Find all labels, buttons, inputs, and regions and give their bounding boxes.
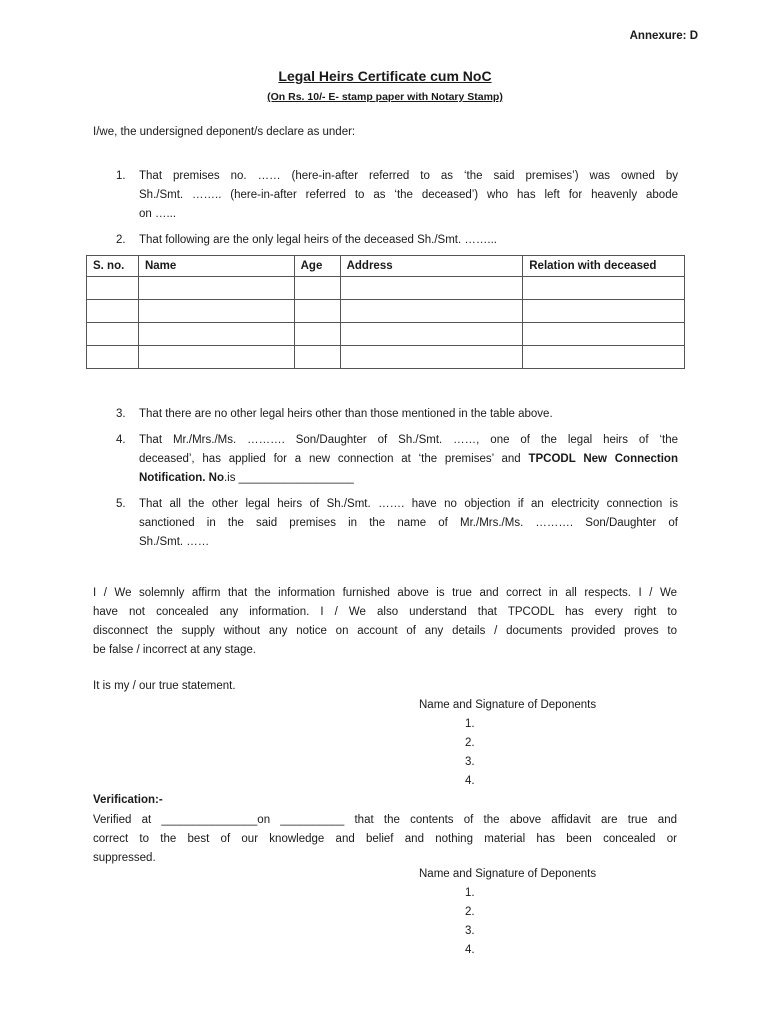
item-5-line-1: That all the other legal heirs of Sh./Smt. ……. have no objection if an electricity connection is bbox=[139, 498, 678, 510]
true-statement: It is my / our true statement. bbox=[93, 680, 236, 692]
item-4-line-3 bbox=[139, 469, 678, 488]
tpcodl-notification-label: TPCODL New Connection bbox=[528, 453, 678, 465]
signature-line-1: 1. bbox=[465, 887, 475, 899]
affirmation-line-2: have not concealed any information. I / We also understand that TPCODL has every right to bbox=[93, 606, 677, 618]
item-4-line-2-text: deceased’, has applied for a new connection at ‘the premises’ and bbox=[139, 453, 529, 465]
verification-line-1: Verified at _______________on __________ that the contents of the above affidavit are true and bbox=[93, 814, 677, 826]
table-cell[interactable] bbox=[294, 346, 340, 369]
verification-line-3: suppressed. bbox=[93, 852, 156, 864]
table-row bbox=[87, 277, 685, 300]
column-header-age: Age bbox=[294, 256, 340, 277]
verification-paragraph bbox=[93, 811, 677, 868]
signature-block-2-title: Name and Signature of Deponents bbox=[419, 868, 597, 880]
signature-block-1-title: Name and Signature of Deponents bbox=[419, 699, 597, 711]
table-cell[interactable] bbox=[340, 323, 523, 346]
table-row bbox=[87, 323, 685, 346]
column-header-name: Name bbox=[138, 256, 294, 277]
item-3-text: That there are no other legal heirs other than those mentioned in the table above. bbox=[139, 408, 553, 420]
table-cell[interactable] bbox=[340, 277, 523, 300]
signature-line-1: 1. bbox=[465, 718, 475, 730]
item-5-line-2: sanctioned in the said premises in the name of Mr./Mrs./Ms. ………. Son/Daughter of bbox=[139, 517, 678, 529]
table-row bbox=[87, 300, 685, 323]
declaration-item-3 bbox=[116, 405, 678, 424]
item-number: 5. bbox=[116, 498, 126, 510]
table-row bbox=[87, 346, 685, 369]
column-header-relation: Relation with deceased bbox=[523, 256, 685, 277]
signature-line-2: 2. bbox=[465, 906, 475, 918]
declaration-item-2 bbox=[116, 231, 678, 250]
signature-line-4: 4. bbox=[465, 775, 475, 787]
affirmation-line-4: be false / incorrect at any stage. bbox=[93, 644, 257, 656]
item-number: 3. bbox=[116, 408, 126, 420]
item-2-text: That following are the only legal heirs of the deceased Sh./Smt. ……... bbox=[139, 234, 497, 246]
item-4-line-2 bbox=[139, 450, 678, 469]
verification-heading: Verification:- bbox=[93, 794, 163, 806]
item-number: 1. bbox=[116, 170, 126, 182]
table-cell[interactable] bbox=[138, 277, 294, 300]
verification-line-2: correct to the best of our knowledge and belief and nothing material has been concealed or bbox=[93, 833, 677, 845]
table-cell[interactable] bbox=[340, 300, 523, 323]
item-5-line-3: Sh./Smt. …… bbox=[139, 536, 210, 548]
column-header-address: Address bbox=[340, 256, 523, 277]
signature-line-2: 2. bbox=[465, 737, 475, 749]
annexure-label: Annexure: D bbox=[629, 30, 698, 42]
table-cell[interactable] bbox=[87, 277, 139, 300]
affirmation-paragraph bbox=[93, 584, 677, 660]
table-cell[interactable] bbox=[87, 346, 139, 369]
table-cell[interactable] bbox=[138, 346, 294, 369]
declaration-item-4 bbox=[116, 431, 678, 488]
item-1-line-2: Sh./Smt. …….. (here-in-after referred to as ‘the deceased’) who has left for heavenly abode bbox=[139, 189, 678, 201]
signature-line-3: 3. bbox=[465, 925, 475, 937]
item-1-line-1: That premises no. …… (here-in-after referred to as ‘the said premises’) was owned by bbox=[139, 170, 678, 182]
table-cell[interactable] bbox=[294, 277, 340, 300]
table-header-row bbox=[87, 256, 685, 277]
table-cell[interactable] bbox=[523, 277, 685, 300]
signature-line-3: 3. bbox=[465, 756, 475, 768]
declaration-item-1 bbox=[116, 167, 678, 224]
table-cell[interactable] bbox=[340, 346, 523, 369]
notification-no-blank: .is __________________ bbox=[223, 472, 354, 484]
table-cell[interactable] bbox=[87, 323, 139, 346]
document-title: Legal Heirs Certificate cum NoC bbox=[278, 68, 492, 84]
affirmation-line-3: disconnect the supply without any notice on account of any details / documents provided proves to bbox=[93, 625, 677, 637]
column-header-sno: S. no. bbox=[87, 256, 139, 277]
table-cell[interactable] bbox=[294, 300, 340, 323]
table-cell[interactable] bbox=[138, 300, 294, 323]
table-cell[interactable] bbox=[523, 323, 685, 346]
document-subtitle: (On Rs. 10/- E- stamp paper with Notary Stamp) bbox=[267, 91, 503, 103]
table-cell[interactable] bbox=[294, 323, 340, 346]
table-cell[interactable] bbox=[523, 346, 685, 369]
table-cell[interactable] bbox=[87, 300, 139, 323]
signature-line-4: 4. bbox=[465, 944, 475, 956]
table-cell[interactable] bbox=[138, 323, 294, 346]
notification-no-label: Notification. No bbox=[139, 472, 224, 484]
legal-heirs-table bbox=[86, 255, 685, 369]
declaration-item-5 bbox=[116, 495, 678, 552]
item-4-line-1: That Mr./Mrs./Ms. ………. Son/Daughter of Sh./Smt. ……, one of the legal heirs of ‘the bbox=[139, 434, 678, 446]
intro-text: I/we, the undersigned deponent/s declare as under: bbox=[93, 126, 356, 138]
affirmation-line-1: I / We solemnly affirm that the information furnished above is true and correct in all respects. I / We bbox=[93, 587, 677, 599]
item-1-line-3: on …... bbox=[139, 208, 177, 220]
item-number: 4. bbox=[116, 434, 126, 446]
item-number: 2. bbox=[116, 234, 126, 246]
table-cell[interactable] bbox=[523, 300, 685, 323]
